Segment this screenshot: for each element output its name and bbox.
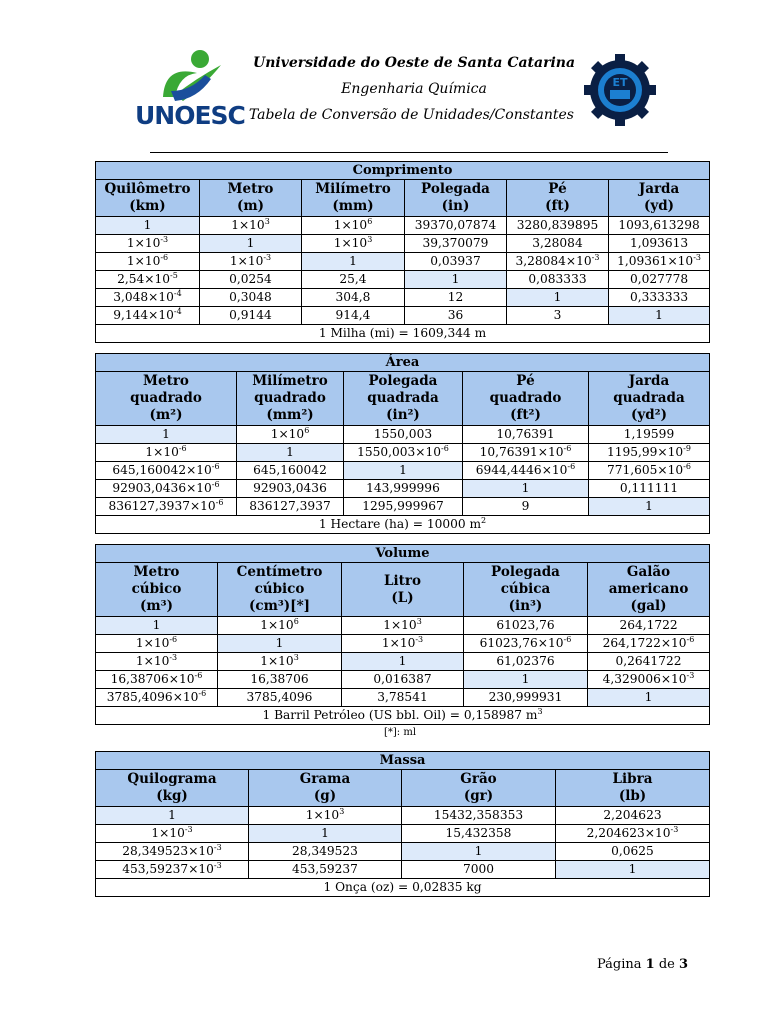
column-header: Litro (L) (342, 563, 464, 617)
table-cell: 61,02376 (464, 653, 588, 671)
table-cell: 36 (405, 307, 507, 325)
table-cell: 1295,999967 (344, 498, 463, 516)
column-header: Pé quadrado (ft²) (463, 372, 589, 426)
page-sep: de (658, 957, 675, 972)
volume-footnote: [*]: ml (384, 727, 417, 738)
table-row (96, 426, 710, 444)
table-cell: $1,09361\times 10^{-3}$ (609, 253, 710, 271)
table-cell: $92903,0436\times 10^{-6}$ (96, 480, 237, 498)
table-cell: 0,3048 (200, 289, 302, 307)
table-cell: 914,4 (302, 307, 405, 325)
table-cell: 3785,4096 (218, 689, 342, 707)
table-cell: 0,0625 (556, 843, 710, 861)
table-cell: 1 (249, 825, 402, 843)
table-row (96, 653, 710, 671)
table-cell: $1\times 10^{-6}$ (96, 635, 218, 653)
column-header: Centímetro cúbico (cm³)[*] (218, 563, 342, 617)
table-cell: $453,59237\times 10^{-3}$ (96, 861, 249, 879)
table-cell: 143,999996 (344, 480, 463, 498)
table-row (96, 861, 710, 879)
table-cell: 1 (96, 617, 218, 635)
column-header: Milímetro quadrado (mm²) (237, 372, 344, 426)
table-cell: 39370,07874 (405, 217, 507, 235)
table-cell: 0,083333 (507, 271, 609, 289)
table-cell: 3,28084 (507, 235, 609, 253)
table-cell: 0,333333 (609, 289, 710, 307)
page-number (597, 957, 688, 972)
table-cell: $3,28084\times 10^{-3}$ (507, 253, 609, 271)
table-cell: $1\times 10^6$ (237, 426, 344, 444)
table-row (96, 843, 710, 861)
table-cell: $1\times 10^{-3}$ (200, 253, 302, 271)
table-cell: 1 (588, 689, 710, 707)
table-cell: 92903,0436 (237, 480, 344, 498)
table-cell: $1195,99\times 10^{-9}$ (589, 444, 710, 462)
table-cell: 0,2641722 (588, 653, 710, 671)
table-row (96, 217, 710, 235)
page-current: 1 (645, 957, 655, 972)
table-cell: 1 (200, 235, 302, 253)
table-cell: 304,8 (302, 289, 405, 307)
table-cell: 61023,76 (464, 617, 588, 635)
table-cell: $3785,4096\times 10^{-6}$ (96, 689, 218, 707)
table-cell: 0,016387 (342, 671, 464, 689)
table-row (96, 462, 710, 480)
table-row (96, 825, 710, 843)
table-cell: 3280,839895 (507, 217, 609, 235)
column-header: Jarda (yd) (609, 180, 710, 217)
table-cell: $645,160042\times 10^{-6}$ (96, 462, 237, 480)
column-header: Polegada quadrada (in²) (344, 372, 463, 426)
document-header (0, 0, 768, 160)
table-cell: 16,38706 (218, 671, 342, 689)
table-row (96, 635, 710, 653)
table-title: Comprimento (96, 162, 710, 180)
column-header: Grama (g) (249, 770, 402, 807)
table-cell: $1\times 10^6$ (302, 217, 405, 235)
table-row (96, 671, 710, 689)
column-header: Metro (m) (200, 180, 302, 217)
table-row (96, 307, 710, 325)
column-header: Libra (lb) (556, 770, 710, 807)
table-cell: $1\times 10^{-6}$ (96, 444, 237, 462)
table-title: Massa (96, 752, 710, 770)
table-area (95, 353, 710, 534)
table-cell: 25,4 (302, 271, 405, 289)
table-row (96, 689, 710, 707)
table-cell: 1,093613 (609, 235, 710, 253)
table-massa (95, 751, 710, 897)
column-header: Metro cúbico (m³) (96, 563, 218, 617)
table-cell: $4,329006\times 10^{-3}$ (588, 671, 710, 689)
table-row (96, 480, 710, 498)
table-row (96, 235, 710, 253)
page-total: 3 (679, 957, 689, 972)
table-cell: $1\times 10^3$ (302, 235, 405, 253)
header-divider (150, 152, 668, 153)
table-cell: $1\times 10^3$ (200, 217, 302, 235)
table-cell: 15432,358353 (402, 807, 556, 825)
document-title: Tabela de Conversão de Unidades/Constantes (248, 107, 574, 123)
table-cell: $1\times 10^3$ (218, 653, 342, 671)
table-cell: 264,1722 (588, 617, 710, 635)
table-cell: 1 (218, 635, 342, 653)
table-cell: $16,38706\times 10^{-6}$ (96, 671, 218, 689)
table-row (96, 253, 710, 271)
table-cell: 1 (609, 307, 710, 325)
course-name: Engenharia Química (341, 81, 487, 97)
table-cell: 1 (464, 671, 588, 689)
table-cell: 0,027778 (609, 271, 710, 289)
column-header: Polegada cúbica (in³) (464, 563, 588, 617)
header-text-block (244, 52, 584, 130)
table-row (96, 617, 710, 635)
table-cell: $2,54\times 10^{-5}$ (96, 271, 200, 289)
gear-icon (580, 50, 660, 130)
table-cell: $28,349523\times 10^{-3}$ (96, 843, 249, 861)
table-comprimento (95, 161, 710, 343)
table-cell: 1 (96, 807, 249, 825)
table-footer-constant: 1 Milha (mi) = 1609,344 m (96, 325, 710, 343)
table-cell: 1550,003 (344, 426, 463, 444)
table-cell: 39,370079 (405, 235, 507, 253)
page-label: Página (597, 957, 642, 972)
table-cell: $61023,76\times 10^{-6}$ (464, 635, 588, 653)
table-cell: 645,160042 (237, 462, 344, 480)
table-cell: 1 (96, 426, 237, 444)
table-cell: 1,19599 (589, 426, 710, 444)
table-cell: $1\times 10^{-3}$ (96, 825, 249, 843)
table-cell: $1\times 10^{-3}$ (96, 653, 218, 671)
table-cell: $10,76391\times 10^{-6}$ (463, 444, 589, 462)
table-cell: $771,605\times 10^{-6}$ (589, 462, 710, 480)
table-cell: $1550,003\times 10^{-6}$ (344, 444, 463, 462)
table-cell: 0,0254 (200, 271, 302, 289)
column-header: Galão americano (gal) (588, 563, 710, 617)
column-header: Grão (gr) (402, 770, 556, 807)
table-cell: 1093,613298 (609, 217, 710, 235)
table-cell: 453,59237 (249, 861, 402, 879)
table-row (96, 271, 710, 289)
table-cell: 7000 (402, 861, 556, 879)
table-cell: $836127,3937\times 10^{-6}$ (96, 498, 237, 516)
table-cell: 1 (344, 462, 463, 480)
table-cell: 1 (237, 444, 344, 462)
table-footer-constant: 1 Onça (oz) = 0,02835 kg (96, 879, 710, 897)
table-cell: 10,76391 (463, 426, 589, 444)
table-cell: 0,03937 (405, 253, 507, 271)
table-cell: 28,349523 (249, 843, 402, 861)
table-cell: 1 (302, 253, 405, 271)
table-title: Volume (96, 545, 710, 563)
table-cell: 2,204623 (556, 807, 710, 825)
table-cell: 3,78541 (342, 689, 464, 707)
table-row (96, 807, 710, 825)
table-cell: $2,204623\times 10^{-3}$ (556, 825, 710, 843)
table-cell: $1\times 10^{-6}$ (96, 253, 200, 271)
table-row (96, 289, 710, 307)
table-cell: 1 (463, 480, 589, 498)
table-cell: 0,111111 (589, 480, 710, 498)
table-cell: 836127,3937 (237, 498, 344, 516)
table-cell: 1 (556, 861, 710, 879)
unoesc-wordmark: UNOESC (135, 101, 245, 130)
table-cell: $1\times 10^3$ (249, 807, 402, 825)
column-header: Polegada (in) (405, 180, 507, 217)
table-cell: $1\times 10^{-3}$ (96, 235, 200, 253)
column-header: Jarda quadrada (yd²) (589, 372, 710, 426)
table-cell: $3,048\times 10^{-4}$ (96, 289, 200, 307)
table-footer-constant: 1 Hectare (ha) = 10000 $m^2$ (96, 516, 710, 534)
table-cell: 230,999931 (464, 689, 588, 707)
column-header: Quilograma (kg) (96, 770, 249, 807)
svg-text:ET: ET (612, 76, 628, 89)
column-header: Pé (ft) (507, 180, 609, 217)
table-row (96, 498, 710, 516)
table-cell: $1\times 10^3$ (342, 617, 464, 635)
table-cell: $264,1722\times 10^{-6}$ (588, 635, 710, 653)
table-cell: 9 (463, 498, 589, 516)
university-name: Universidade do Oeste de Santa Catarina (252, 55, 576, 71)
table-cell: 1 (342, 653, 464, 671)
table-cell: 1 (402, 843, 556, 861)
table-cell: $9,144\times 10^{-4}$ (96, 307, 200, 325)
column-header: Metro quadrado (m²) (96, 372, 237, 426)
table-row (96, 444, 710, 462)
table-volume (95, 544, 710, 725)
table-cell: $1\times 10^{-3}$ (342, 635, 464, 653)
table-cell: 1 (405, 271, 507, 289)
column-header: Quilômetro (km) (96, 180, 200, 217)
table-cell: 1 (507, 289, 609, 307)
table-cell: $6944,4446\times 10^{-6}$ (463, 462, 589, 480)
table-cell: 1 (589, 498, 710, 516)
table-cell: $1\times 10^6$ (218, 617, 342, 635)
table-cell: 1 (96, 217, 200, 235)
column-header: Milímetro (mm) (302, 180, 405, 217)
table-footer-constant: 1 Barril Petróleo (US bbl. Oil) = 0,158987 $m^3$ (96, 707, 710, 725)
table-title: Área (96, 354, 710, 372)
table-cell: 12 (405, 289, 507, 307)
table-cell: 3 (507, 307, 609, 325)
table-cell: 0,9144 (200, 307, 302, 325)
table-cell: 15,432358 (402, 825, 556, 843)
